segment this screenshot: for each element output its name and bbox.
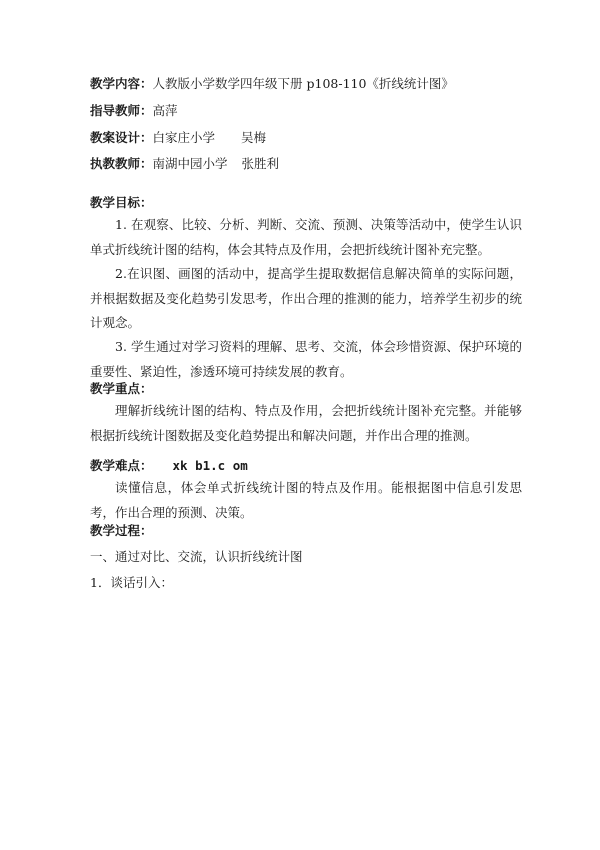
guide-teacher-line	[90, 102, 178, 120]
exec-teacher-line	[90, 155, 279, 173]
process-heading: 教学过程：	[90, 523, 153, 538]
lesson-design-label: 教案设计：	[90, 130, 153, 145]
exec-teacher-school: 南湖中园小学	[152, 156, 228, 171]
difficult-points-text: 读懂信息，体会单式折线统计图的特点及作用。能根据图中信息引发思考，作出合理的预测、决策。	[90, 480, 522, 520]
objective-item-1: 1. 在观察、比较、分析、判断、交流、预测、决策等活动中，使学生认识单式折线统计图的结构，体会其特点及作用，会把折线统计图补充完整。	[90, 217, 522, 257]
lesson-design-teacher: 吴梅	[241, 130, 267, 145]
process-step-1: 1．谈话引入：	[90, 575, 173, 590]
process-section-1: 一、通过对比、交流，认识折线统计图	[90, 549, 303, 564]
objective-item-3: 3. 学生通过对学习资料的理解、思考、交流，体会珍惜资源、保护环境的重要性、紧迫性，渗透环境可持续发展的教育。	[90, 339, 522, 379]
exec-teacher-label: 执教教师：	[90, 156, 153, 171]
guide-teacher-label: 指导教师：	[90, 103, 153, 118]
teaching-content-label: 教学内容：	[90, 76, 153, 91]
difficult-points-extra: xk b1.c om	[172, 458, 248, 473]
difficult-points-heading: 教学难点： xk b1.c om	[90, 458, 248, 473]
objectives-heading: 教学目标：	[90, 195, 153, 210]
teaching-content-value: 人教版小学数学四年级下册 p108-110《折线统计图》	[152, 76, 454, 91]
lesson-design-line	[90, 129, 266, 147]
exec-teacher-name: 张胜利	[241, 156, 280, 171]
key-points-text: 理解折线统计图的结构、特点及作用，会把折线统计图补充完整。并能够根据折线统计图数据及变化趋势提出和解决问题，并作出合理的推测。	[90, 403, 522, 443]
objective-item-2: 2.在识图、画图的活动中，提高学生提取数据信息解决简单的实际问题，并根据数据及变化趋势引发思考，作出合理的推测的能力，培养学生初步的统计观念。	[90, 266, 522, 330]
guide-teacher-value: 高萍	[152, 103, 178, 118]
key-points-heading: 教学重点：	[90, 381, 153, 396]
teaching-content-line	[90, 75, 454, 93]
lesson-design-school: 白家庄小学	[152, 130, 216, 145]
